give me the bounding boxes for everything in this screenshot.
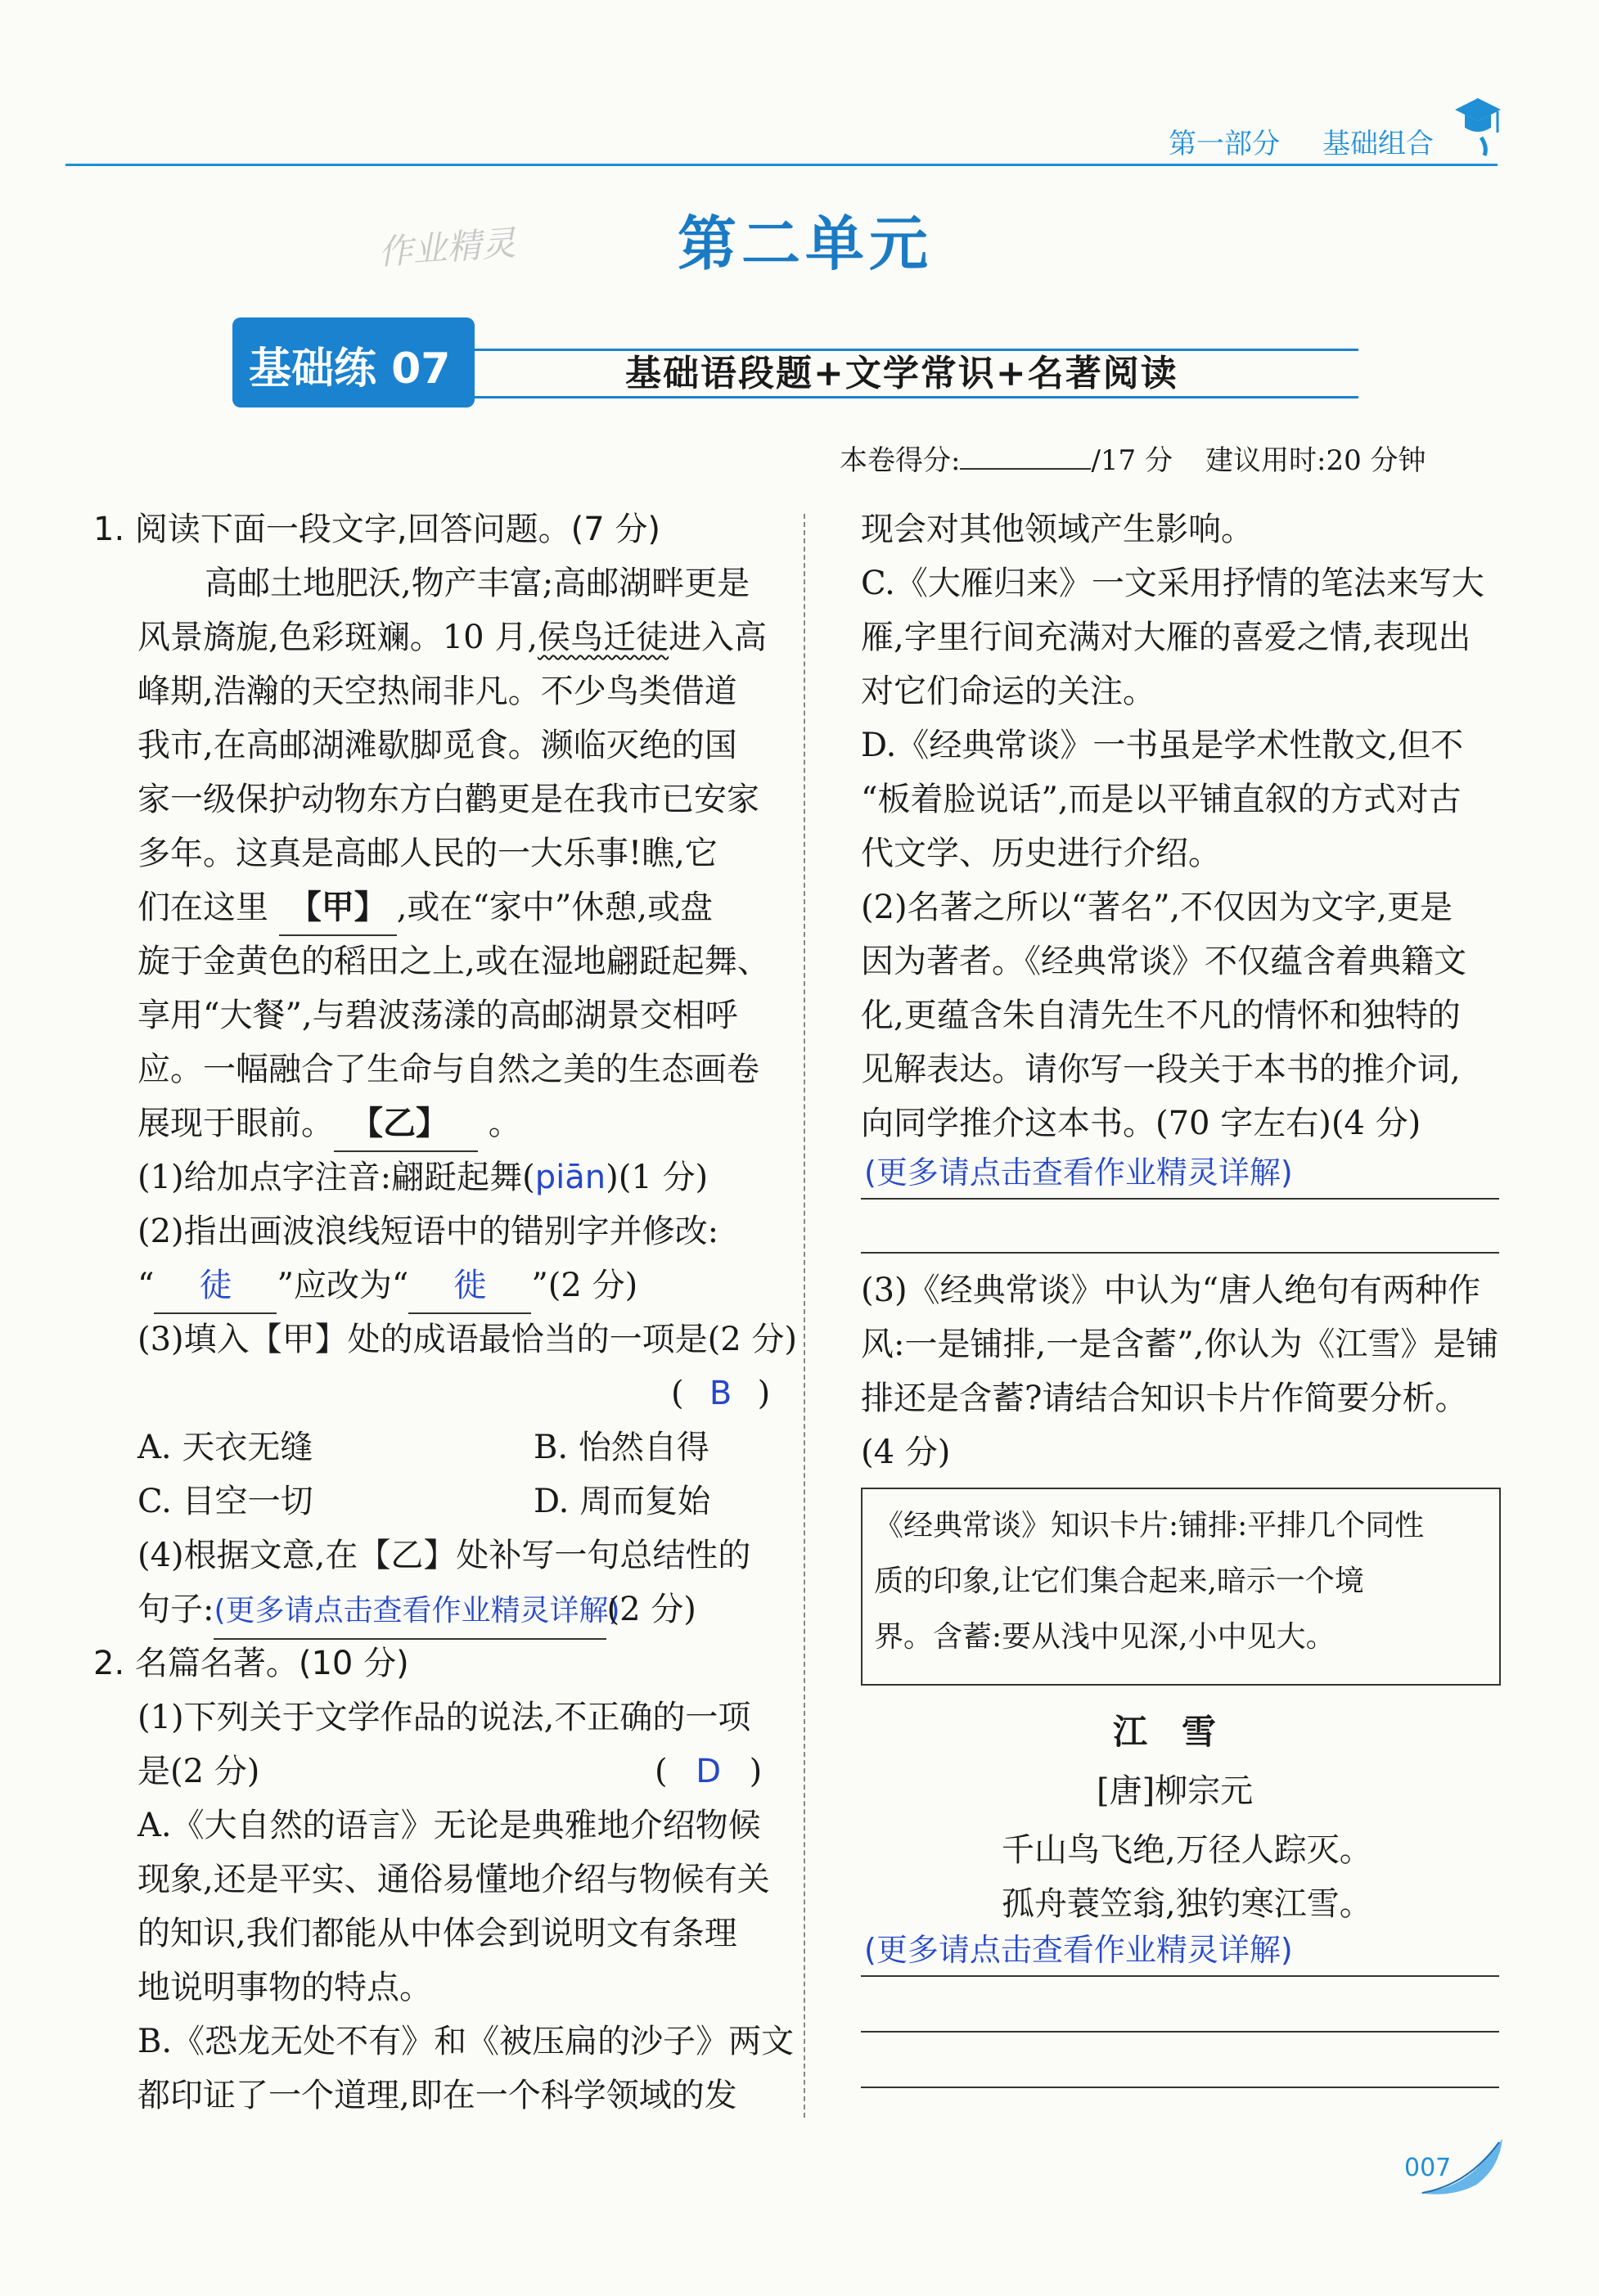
opt-d-line: 代文学、历史进行介绍。 (861, 835, 1221, 872)
q1-sub4-answer-line (137, 1582, 696, 1640)
passage-line (137, 610, 767, 664)
q1-sub4: (4)根据文意,在【乙】处补写一句总结性的 (137, 1537, 751, 1574)
q1-sub3-answer-paren (671, 1366, 770, 1420)
passage-text: 风景旖旎,色彩斑斓。10 月, (137, 619, 538, 656)
opt-b-line: 都印证了一个道理,即在一个科学领域的发 (137, 2077, 737, 2114)
opt-c-line: C.《大雁归来》一文采用抒情的笔法来写大 (861, 565, 1484, 602)
paren-close: ) (749, 1753, 763, 1790)
q1-sub2: (2)指出画波浪线短语中的错别字并修改: (137, 1213, 719, 1250)
q1-sub1-answer: piān (534, 1159, 606, 1196)
opt-c-line: 对它们命运的关注。 (861, 673, 1155, 710)
q1-sub2-answer2: 徙 (408, 1258, 531, 1314)
q1-sub3: (3)填入【甲】处的成语最恰当的一项是(2 分) (137, 1321, 798, 1358)
q2-sub1-line2: 是(2 分) (137, 1753, 260, 1790)
q2-sub1: (1)下列关于文学作品的说法,不正确的一项 (137, 1699, 751, 1736)
q1-sub1-text: (1)给加点字注音:翩跹起舞( (137, 1159, 535, 1196)
q1-sub2-answer1: 徒 (154, 1258, 277, 1314)
q1-sub2-answer-line (137, 1258, 637, 1314)
page-number: 007 (1404, 2154, 1452, 2182)
q2-sub3-line: (3)《经典常谈》中认为“唐人绝句有两种作 (861, 1272, 1481, 1309)
q1-sub3-answer: B (709, 1375, 732, 1412)
opt-a-line: A.《大自然的语言》无论是典雅地介绍物候 (137, 1807, 761, 1844)
exercise-label: 基础练 07 (249, 344, 451, 394)
q1-sub4-blank[interactable] (214, 1582, 620, 1640)
q2-sub2-line: 向同学推介这本书。(70 字左右)(4 分) (861, 1105, 1421, 1142)
q2-sub2-line: 因为著者。《经典常谈》不仅蕴含着典籍文 (861, 943, 1466, 980)
answer-line[interactable] (861, 2087, 1499, 2088)
blank-yi: 【乙】 (334, 1096, 478, 1152)
passage-text: 展现于眼前。 (137, 1105, 334, 1142)
quote-open: “ (137, 1267, 155, 1304)
score-blank[interactable] (960, 468, 1091, 470)
passage-line (137, 1096, 521, 1152)
option-b: B. 怡然自得 (534, 1429, 709, 1466)
feather-icon (1411, 2136, 1509, 2201)
header-subsection: 基础组合 (1322, 128, 1434, 160)
more-answer-link[interactable]: (更多请点击查看作业精灵详解) (214, 1594, 620, 1627)
q2-sub3-line: 排还是含蓄?请结合知识卡片作简要分析。 (861, 1380, 1468, 1417)
answer-line[interactable] (861, 1252, 1499, 1254)
watermark-logo: 作业精灵 (376, 223, 517, 272)
q1-sub4-prefix: 句子: (137, 1591, 214, 1628)
exercise-badge (232, 317, 475, 407)
passage-line: 多年。这真是高邮人民的一大乐事!瞧,它 (137, 835, 718, 872)
q2-sub2-line: (2)名著之所以“著名”,不仅因为文字,更是 (861, 889, 1453, 926)
exercise-topics: 基础语段题+文学常识+名著阅读 (625, 353, 1178, 394)
score-label: 本卷得分: (840, 444, 961, 477)
passage-text: 。 (488, 1105, 521, 1142)
opt-a-line: 现象,还是平实、通俗易懂地介绍与物候有关 (137, 1861, 770, 1898)
option-c: C. 目空一切 (137, 1483, 313, 1520)
opt-a-line: 地说明事物的特点。 (137, 1969, 432, 2006)
opt-d-line: “板着脸说话”,而是以平铺直叙的方式对古 (861, 781, 1462, 818)
q2-sub1-answer: D (696, 1753, 722, 1790)
passage-text: ,或在“家中”休憩,或盘 (396, 889, 714, 926)
column-divider (804, 514, 805, 2118)
q1-sub4-score: (2 分) (606, 1591, 696, 1628)
header-section: 第一部分 (1169, 128, 1280, 160)
poem-line: 孤舟蓑笠翁,独钓寒江雪。 (1002, 1885, 1372, 1923)
score-bar (840, 434, 1426, 488)
q2-sub2-line: 化,更蕴含朱自清先生不凡的情怀和独特的 (861, 997, 1461, 1034)
opt-b-line: 现会对其他领域产生影响。 (861, 511, 1254, 548)
card-line: 界。含蓄:要从浅中见深,小中见大。 (874, 1620, 1336, 1654)
blank-jia: 【甲】 (279, 880, 397, 936)
opt-c-line: 雁,字里行间充满对大雁的喜爱之情,表现出 (861, 619, 1471, 656)
graduation-cap-icon (1452, 88, 1504, 157)
passage-text: 们在这里 (137, 889, 268, 926)
wavy-phrase: 侯鸟迁徒 (538, 619, 669, 656)
passage-line: 应。一幅融合了生命与自然之美的生态画卷 (137, 1051, 759, 1088)
q1-sub2-close: ”(2 分) (531, 1267, 638, 1304)
answer-line[interactable] (861, 1198, 1499, 1200)
paren-open: ( (671, 1375, 684, 1412)
answer-line[interactable] (861, 2031, 1499, 2033)
passage-text: 进入高 (669, 619, 768, 656)
opt-a-line: 的知识,我们都能从中体会到说明文有条理 (137, 1915, 737, 1952)
passage-line: 我市,在高邮湖滩歇脚觅食。濒临灭绝的国 (137, 727, 737, 764)
opt-d-line: D.《经典常谈》一书虽是学术性散文,但不 (861, 727, 1464, 764)
opt-b-line: B.《恐龙无处不有》和《被压扁的沙子》两文 (137, 2023, 795, 2060)
q1-heading: 1. 阅读下面一段文字,回答问题。(7 分) (93, 511, 660, 548)
card-line: 质的印象,让它们集合起来,暗示一个境 (874, 1564, 1364, 1598)
passage-line: 家一级保护动物东方白鹳更是在我市已安家 (137, 781, 759, 818)
q2-sub3-line: (4 分) (861, 1434, 951, 1471)
option-d: D. 周而复始 (534, 1483, 711, 1520)
passage-line (137, 880, 713, 936)
banner-bottom-rule (475, 396, 1358, 398)
q2-heading: 2. 名篇名著。(10 分) (93, 1645, 409, 1682)
passage-line: 峰期,浩瀚的天空热闹非凡。不少鸟类借道 (137, 673, 737, 710)
passage-line: 旋于金黄色的稻田之上,或在湿地翩跹起舞、 (137, 943, 770, 980)
q1-sub1 (137, 1150, 708, 1204)
q1-sub1-score: )(1 分) (606, 1159, 709, 1196)
passage-line: 享用“大餐”,与碧波荡漾的高邮湖景交相呼 (137, 997, 738, 1034)
header-rule (65, 164, 1498, 166)
card-line: 《经典常谈》知识卡片:铺排:平排几个同性 (874, 1509, 1425, 1542)
answer-line[interactable] (861, 1975, 1499, 1977)
poem-author: [唐]柳宗元 (1097, 1772, 1254, 1810)
q2-sub2-line: 见解表达。请你写一段关于本书的推介词, (861, 1051, 1461, 1088)
paren-open: ( (655, 1753, 668, 1790)
more-answer-link[interactable]: (更多请点击查看作业精灵详解) (864, 1932, 1293, 1968)
score-total: /17 分 (1091, 444, 1173, 477)
poem-line: 千山鸟飞绝,万径人踪灭。 (1002, 1831, 1372, 1869)
knowledge-card (861, 1488, 1501, 1686)
q1-sub2-mid: ”应改为“ (277, 1267, 409, 1304)
more-answer-link[interactable]: (更多请点击查看作业精灵详解) (864, 1155, 1293, 1191)
time-label: 建议用时:20 分钟 (1205, 444, 1426, 477)
paren-close: ) (757, 1375, 771, 1412)
option-a: A. 天衣无缝 (137, 1429, 313, 1466)
page-title: 第二单元 (678, 209, 934, 278)
q2-sub1-answer-paren (655, 1745, 762, 1799)
q2-sub3-line: 风:一是铺排,一是含蓄”,你认为《江雪》是铺 (861, 1326, 1499, 1363)
passage-line: 高邮土地肥沃,物产丰富;高邮湖畔更是 (205, 565, 750, 602)
poem-title: 江 雪 (1113, 1712, 1217, 1752)
